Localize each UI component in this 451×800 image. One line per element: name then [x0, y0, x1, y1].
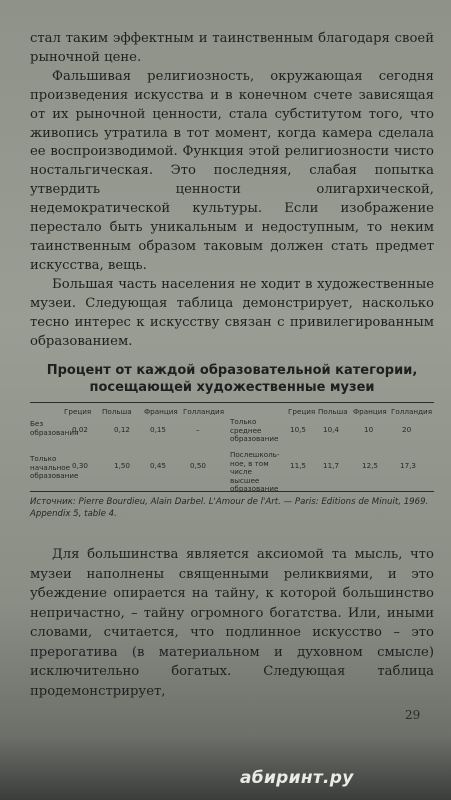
statistics-table — [30, 362, 434, 520]
table-source: Источник: Pierre Bourdieu, Alain Darbel. L'Amour de l'Art. — Paris: Editions de Minuit, 1969. Appendix 5, table 4. — [30, 497, 429, 519]
body-text-top — [30, 30, 434, 351]
paragraph: Для большинства является аксиомой та мысль, что музеи наполнены священными реликвиями, и это убеждение опирается на тайну, к которой большинство непричастно, – тайну огромного богатства. Или, иными словами, считается, что подлинное искусство – это прерогатива (в материальном и духовном смысле) исключительно богатых. Следующая таблица продемонстрирует, — [30, 547, 434, 699]
column-header: Голландия — [183, 407, 225, 416]
row-label: Только начальное образование — [30, 454, 79, 480]
table-cell: – — [196, 425, 200, 434]
column-header: Греция — [64, 407, 92, 416]
watermark: абиринт.ру — [240, 768, 354, 788]
column-header: Греция — [288, 407, 316, 416]
table-cell: 0,45 — [150, 461, 167, 470]
column-header: Франция — [353, 407, 387, 416]
table-grid — [30, 403, 434, 491]
table-cell: 0,15 — [150, 425, 167, 434]
table-cell: 10 — [364, 425, 374, 434]
column-header: Голландия — [391, 407, 433, 416]
row-label: Послешколь-ное, в том числе высшее образование — [230, 450, 280, 493]
paragraph: стал таким эффектным и таинственным благодаря своей рыночной цене. — [30, 31, 434, 65]
table-title — [30, 362, 434, 396]
page-number: 29 — [405, 708, 421, 722]
table-cell: 10,5 — [290, 425, 307, 434]
table-title-line-2: посещающей художественные музеи — [89, 380, 375, 395]
table-cell: 17,3 — [400, 461, 417, 470]
paragraph: Большая часть населения не ходит в художественные музеи. Следующая таблица демонстрирует, насколько тесно интерес к искусству связан с привилегированным образованием. — [30, 276, 434, 349]
table-cell: 20 — [402, 425, 412, 434]
table-cell: 11,5 — [290, 461, 307, 470]
column-header: Польша — [318, 407, 348, 416]
table-cell: 0,12 — [114, 425, 131, 434]
row-label: Без образования — [30, 419, 79, 437]
table-cell: 1,50 — [114, 461, 131, 470]
table-cell: 0,30 — [72, 461, 89, 470]
table-cell: 10,4 — [323, 425, 340, 434]
table-cell: 11,7 — [323, 461, 340, 470]
row-label: Только среднее образование — [230, 417, 279, 443]
table-cell: 12,5 — [362, 461, 379, 470]
paragraph: Фальшивая религиозность, окружающая сегодня произведения искусства и в конечном счете зависящая от их рыночной ценности, стала субститутом того, что живопись утратила в тот момент, когда камера сделала ее воспроизводимой. Функция этой религиозности чисто ностальгическая. Это последняя, слабая попытка утвердить ценности олигархической, недемократической культуры. Если изображение перестало быть уникальным и недоступным, то неким таинственным образом таковым должен стать предмет искусства, вещь. — [30, 68, 434, 273]
table-title-line-1: Процент от каждой образовательной категории, — [46, 363, 418, 378]
table-cell: 0,02 — [72, 425, 89, 434]
body-text-bottom — [30, 545, 434, 701]
column-header: Польша — [102, 407, 132, 416]
column-header: Франция — [144, 407, 178, 416]
table-cell: 0,50 — [190, 461, 207, 470]
